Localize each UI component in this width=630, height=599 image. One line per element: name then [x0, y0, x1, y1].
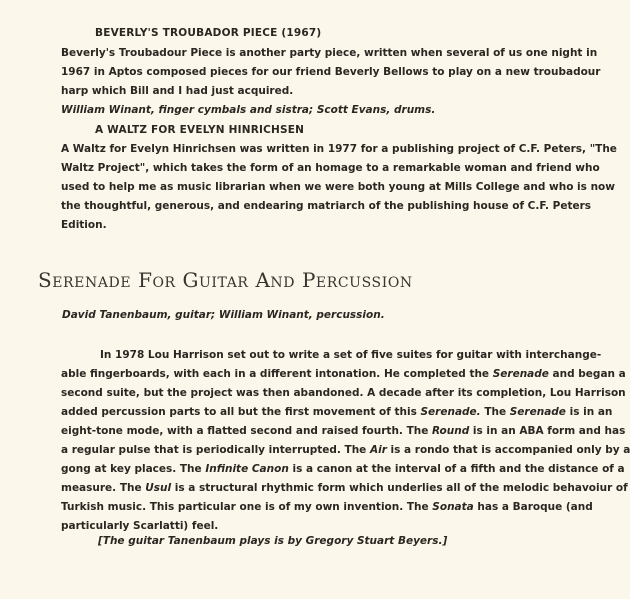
serenade-credit: David Tanenbaum, guitar; William Winant, percussion.	[62, 309, 385, 321]
title-word: FOR	[138, 268, 176, 292]
serenade-line: measure. The Usul is a structural rhythmic form which underlies all of the melodic behavoiur of	[61, 482, 628, 494]
beverly-line-1: Beverly's Troubadour Piece is another party piece, written when several of us one night in	[61, 47, 598, 59]
serenade-line: particularly Scarlatti) feel.	[61, 520, 219, 532]
title-word: GUITAR	[182, 268, 249, 292]
beverly-heading: BEVERLY'S TROUBADOR PIECE (1967)	[95, 27, 322, 39]
title-word: AND	[255, 268, 296, 292]
serenade-title	[38, 268, 413, 292]
italic-title: Round	[431, 425, 470, 437]
waltz-line-5: Edition.	[61, 219, 107, 231]
serenade-line: In 1978 Lou Harrison set out to write a set of five suites for guitar with interchange-	[100, 349, 602, 361]
italic-title: Serenade	[492, 368, 549, 380]
serenade-line: eight-tone mode, with a flatted second and raised fourth. The Round is in an ABA form and has	[61, 425, 626, 437]
title-word: SERENADE	[38, 268, 132, 292]
serenade-line: gong at key places. The Infinite Canon is a canon at the interval of a fifth and the distance of a	[61, 463, 625, 475]
waltz-line-2: Waltz Project", which takes the form of an homage to a remarkable woman and friend who	[61, 162, 600, 174]
italic-title: Serenade.	[420, 406, 481, 418]
beverly-line-2: 1967 in Aptos composed pieces for our friend Beverly Bellows to play on a new troubadour	[61, 66, 601, 78]
italic-title: Sonata	[432, 501, 474, 513]
waltz-line-3: used to help me as music librarian when we were both young at Mills College and who is now	[61, 181, 615, 193]
beverly-line-3: harp which Bill and I had just acquired.	[61, 85, 294, 97]
waltz-line-4: the thoughtful, generous, and endearing matriarch of the publishing house of C.F. Peters	[61, 200, 592, 212]
serenade-line: a regular pulse that is periodically interrupted. The Air is a rondo that is accompanied only by a	[61, 444, 630, 456]
serenade-line: added percussion parts to all but the first movement of this Serenade. The Serenade is in an	[61, 406, 613, 418]
italic-title: Serenade	[509, 406, 566, 418]
waltz-line-1: A Waltz for Evelyn Hinrichsen was written in 1977 for a publishing project of C.F. Peters, "The	[61, 143, 617, 155]
italic-title: Air	[369, 444, 387, 456]
beverly-credit: William Winant, finger cymbals and sistra; Scott Evans, drums.	[61, 104, 436, 116]
serenade-line: able fingerboards, with each in a different intonation. He completed the Serenade and began a	[61, 368, 626, 380]
italic-title: Usul	[145, 482, 172, 494]
guitar-note: [The guitar Tanenbaum plays is by Gregory Stuart Beyers.]	[98, 535, 448, 547]
italic-title: Infinite Canon	[205, 463, 289, 475]
serenade-line: Turkish music. This particular one is of my own invention. The Sonata has a Baroque (and	[61, 501, 593, 513]
serenade-line: second suite, but the project was then abandoned. A decade after its completion, Lou Harrison	[61, 387, 626, 399]
waltz-heading: A WALTZ FOR EVELYN HINRICHSEN	[95, 124, 305, 136]
title-word: PERCUSSION	[301, 268, 413, 292]
